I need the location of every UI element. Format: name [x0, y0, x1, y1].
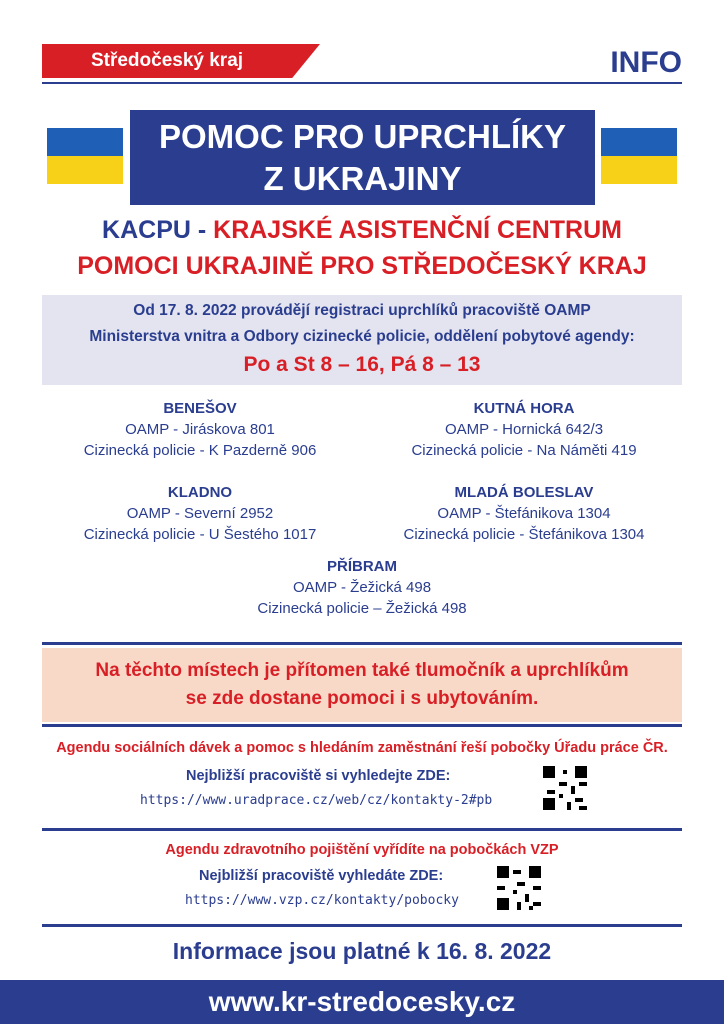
- labour-office-find: Nejbližší pracoviště si vyhledejte ZDE:: [186, 768, 451, 784]
- divider: [42, 724, 682, 727]
- main-title-line1: POMOC PRO UPRCHLÍKY: [158, 117, 567, 155]
- main-title-line2: Z UKRAJINY: [263, 159, 462, 197]
- header-divider: [42, 82, 682, 84]
- interpreter-box: [42, 648, 682, 722]
- city-benesov: [40, 398, 360, 461]
- city-name: BENEŠOV: [163, 400, 237, 417]
- city-police: Cizinecká policie - Štefánikova 1304: [403, 526, 645, 543]
- labour-office-title: Agendu sociálních dávek a pomoc s hledáním zaměstnání řeší pobočky Úřadu práce ČR.: [56, 740, 668, 756]
- city-oamp: OAMP - Severní 2952: [126, 505, 274, 522]
- footer-website-link[interactable]: www.kr-stredocesky.cz: [0, 980, 724, 1024]
- validity-note: Informace jsou platné k 16. 8. 2022: [172, 938, 552, 964]
- city-name: MLADÁ BOLESLAV: [454, 484, 594, 501]
- city-name: KLADNO: [167, 484, 233, 501]
- city-oamp: OAMP - Žežická 498: [292, 579, 432, 596]
- kacpu-prefix: KACPU -: [102, 216, 214, 244]
- city-mlada-boleslav: [364, 482, 684, 545]
- brand-name: Středočeský kraj: [90, 50, 244, 71]
- city-kladno: [40, 482, 360, 545]
- divider: [42, 642, 682, 645]
- interpreter-line2: se zde dostane pomoci i s ubytováním.: [185, 688, 539, 709]
- city-kutna-hora: [364, 398, 684, 461]
- health-insurance-find: Nejbližší pracoviště vyhledáte ZDE:: [199, 868, 444, 884]
- health-insurance-title: Agendu zdravotního pojištění vyřídíte na pobočkách VZP: [165, 842, 559, 858]
- city-police: Cizinecká policie - U Šestého 1017: [83, 526, 317, 543]
- health-insurance-link[interactable]: https://www.vzp.cz/kontakty/pobocky: [185, 893, 459, 908]
- info-label: INFO: [610, 46, 682, 79]
- registration-hours: Po a St 8 – 16, Pá 8 – 13: [243, 353, 481, 376]
- registration-line2: Ministerstva vnitra a Odbory cizinecké policie, oddělení pobytové agendy:: [89, 328, 635, 345]
- city-name: KUTNÁ HORA: [473, 400, 575, 417]
- city-name: PŘÍBRAM: [327, 558, 397, 575]
- city-oamp: OAMP - Hornická 642/3: [444, 421, 604, 438]
- kacpu-line2: POMOCI UKRAJINĚ PRO STŘEDOČESKÝ KRAJ: [77, 252, 647, 280]
- city-police: Cizinecká policie - K Pazderně 906: [83, 442, 317, 459]
- ukraine-flag-right: [601, 128, 677, 184]
- registration-line1: Od 17. 8. 2022 provádějí registraci uprchlíků pracoviště OAMP: [133, 302, 591, 319]
- interpreter-line1: Na těchto místech je přítomen také tlumočník a uprchlíkům: [95, 660, 629, 681]
- kacpu-line1: KRAJSKÉ ASISTENČNÍ CENTRUM: [213, 216, 622, 244]
- qr-code-icon[interactable]: [497, 866, 541, 910]
- ukraine-flag-left: [47, 128, 123, 184]
- main-title: [130, 110, 595, 205]
- city-police: Cizinecká policie - Na Náměti 419: [411, 442, 637, 459]
- city-oamp: OAMP - Jiráskova 801: [125, 421, 275, 438]
- divider: [42, 924, 682, 927]
- city-police: Cizinecká policie – Žežická 498: [257, 600, 467, 617]
- qr-code-icon[interactable]: [543, 766, 587, 810]
- registration-box: [42, 295, 682, 385]
- divider: [42, 828, 682, 831]
- city-oamp: OAMP - Štefánikova 1304: [437, 505, 611, 522]
- city-pribram: [202, 556, 522, 619]
- labour-office-link[interactable]: https://www.uradprace.cz/web/cz/kontakty-2#pb: [140, 793, 493, 808]
- kacpu-heading: [40, 216, 684, 245]
